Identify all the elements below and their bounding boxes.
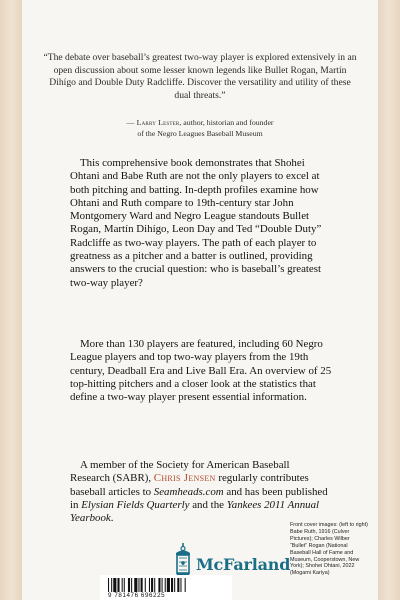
barcode-bar [117,578,119,592]
attribution-role-line2: of the Negro Leagues Baseball Museum [137,128,263,138]
barcode-bar [131,578,132,592]
barcode-bar [177,578,179,592]
bio-part2: and has been published in [70,485,328,511]
barcode-bar [138,578,139,592]
barcode-bar [185,578,186,592]
endorsement-quote: “The debate over baseball’s greatest two-way player is explored extensively in an open discussion about some lesser known legends like Bullet Rogan, Martín Dihígo and Double Duty Radcliffe. Discover the versatility and utility of these dual threats.” [43,52,357,101]
barcode-bar [162,578,163,592]
barcode-bar [134,578,137,592]
cover-image-credits: Front cover images: (left to right) Babe Ruth, 1916 (Culver Pictures); Charles Wilber “Bullet” Rogan (National Baseball Hall of Fame and Museum, Cooperstown, New York); Shohei Ohtani, 2022 (Mogami Kariya) [290,522,368,577]
barcode-bar [113,578,116,592]
barcode-bar [145,578,146,592]
barcode-bar [171,578,173,592]
barcode-bar [174,578,175,592]
attribution-name: — Larry Lester [126,118,180,127]
author-bio [70,459,332,525]
bio-pub1: Elysian Fields Quarterly [81,498,190,511]
attribution-role-line1: , author, historian and founder [179,118,274,127]
publisher-name: McFarland [196,555,291,574]
barcode-bar [108,578,109,592]
bio-end: . [110,512,114,525]
barcode-bar [128,578,130,592]
bio-part1: regularly contributes baseball articles to [70,472,309,498]
isbn-digits: 9 781476 696225 [108,592,230,600]
bio-pub2: Yankees 2011 Annual Yearbook [70,498,320,525]
barcode-bars [108,578,224,592]
barcode-bar [180,578,181,592]
bio-intro: A member of the Society for American Baseball Research (SABR), [70,459,290,485]
barcode-bar [122,578,123,592]
barcode-bar [124,578,125,592]
barcode-bar [141,578,143,592]
barcode-bar [167,578,170,592]
author-name: Chris Jensen [153,472,216,485]
cover-right-edge [378,0,400,600]
barcode-bar [149,578,150,592]
description-paragraph-1: This comprehensive book demonstrates that Shohei Ohtani and Babe Ruth are not the only players to excel at both pitching and batting. In-depth profiles examine how Ohtani and Ruth compare to 19th-century star John Montgomery Ward and Negro League standouts Bullet Rogan, Martín Dihígo, Leon Day and Ted “Double Duty” Radcliffe as two-way players. The path of each player to greatness as a pitcher and a batter is outlined, providing answers to the crucial question: who is baseball’s greatest two-way player? [70,157,322,289]
bio-part3: and the [189,498,227,511]
barcode-bar [111,578,112,592]
quote-attribution [40,118,360,139]
bio-site: Seamheads.com [153,485,224,498]
barcode-bar [151,578,153,592]
cover-left-edge [0,0,22,600]
barcode-bar [154,578,155,592]
description-paragraph-2: More than 130 players are featured, including 60 Negro League players and top two-way players from the 19th century, Deadball Era and Live Ball Era. An overview of 25 top-hitting pitchers and a closer look at the statistics that define a two-way player present essential information. [70,338,332,404]
barcode-bar [158,578,160,592]
barcode-bar [165,578,166,592]
